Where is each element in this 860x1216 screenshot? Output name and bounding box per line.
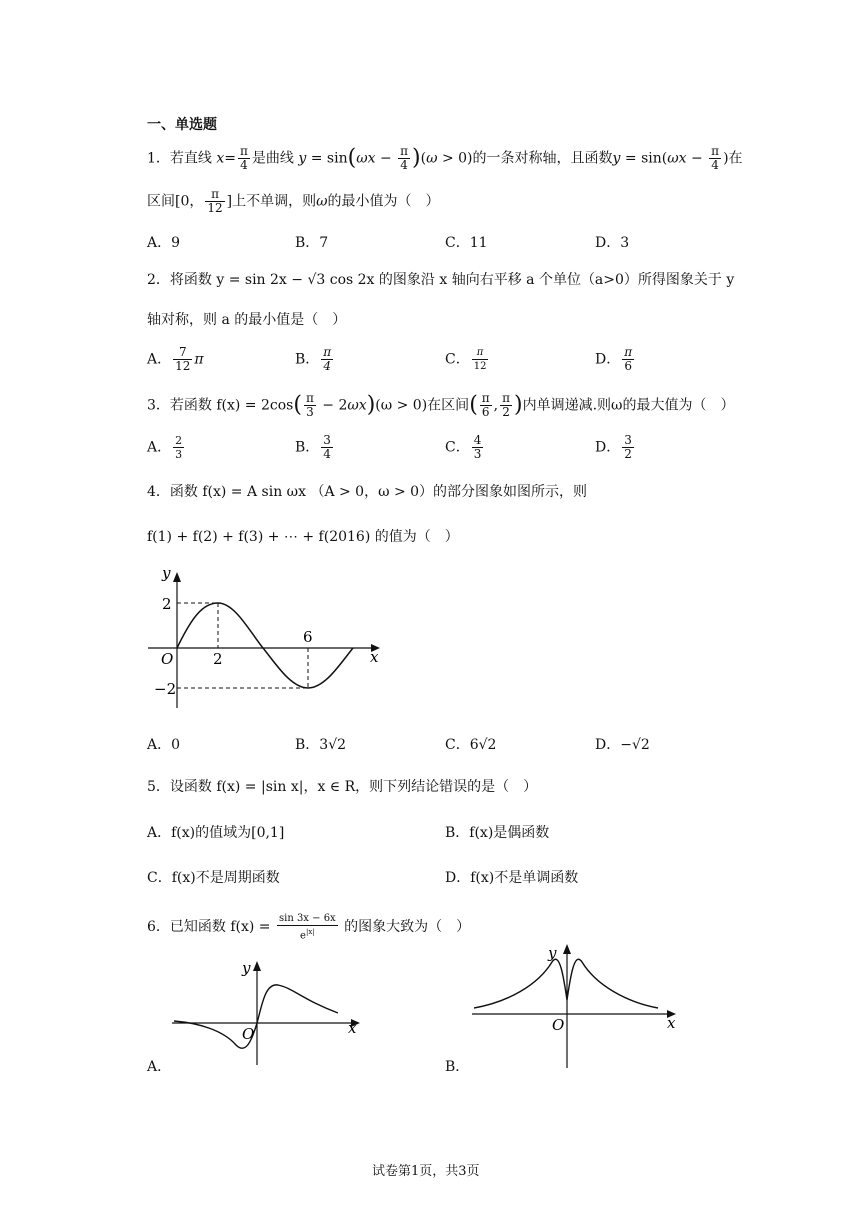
question-5-line: 5．设函数 f(x) = |sin x|，x ∈ R，则下列结论错误的是（ ）	[147, 779, 538, 795]
question-3-line: 3．若函数 f(x) = 2cos( $\frac{\pi}{3}$ − 2ωx)(ω > 0)在区间( $\frac{\pi}{6}$ , $\frac{\pi}{2}$ )内单调递减.则ω的最大值为（ ）	[147, 391, 735, 419]
q6-option-b[interactable]: B．	[445, 1059, 470, 1075]
question-2-line-2: 轴对称，则 a 的最小值是（ ）	[147, 312, 347, 328]
q2-option-c[interactable]: C． $\frac{\pi}{12}$	[445, 347, 487, 372]
q4-origin-label: O	[161, 650, 174, 668]
q1-text-5: ]上不单调，则	[226, 193, 317, 210]
q4-x-peak-label: 2	[213, 650, 223, 668]
graph-a-x-label: x	[348, 1019, 357, 1037]
graph-b-curve	[474, 959, 658, 1008]
section-title: 一、单选题	[147, 117, 217, 133]
q3-option-a[interactable]: A． $\frac{2}{3}$	[147, 434, 183, 461]
q1-option-c[interactable]: C．11	[445, 235, 488, 251]
sine-curve	[177, 603, 353, 688]
q2-option-a[interactable]: A． $\frac{7}{12}$ π	[147, 345, 204, 373]
q3-text-3: 内单调递减.则ω的最大值为（ ）	[522, 397, 735, 414]
page-footer: 试卷第1页，共3页	[372, 1164, 480, 1179]
q4-option-b[interactable]: B．3√2	[295, 737, 347, 753]
question-1-line-2: 区间[0， $\frac{\pi}{12}$ ]上不单调，则ω的最小值为（ ）	[147, 187, 440, 215]
q1-option-d[interactable]: D．3	[595, 235, 630, 251]
q1-text-6: 的最小值为（ ）	[327, 193, 440, 210]
q1-option-a[interactable]: A．9	[147, 235, 181, 251]
q1-option-b[interactable]: B．7	[295, 235, 329, 251]
q2-option-d[interactable]: D． $\frac{\pi}{6}$	[595, 345, 633, 373]
q6-text-2: 的图象大致为（ ）	[344, 919, 471, 936]
q4-option-c[interactable]: C．6√2	[445, 737, 497, 753]
graph-b-origin: O	[552, 1016, 565, 1034]
graph-a-origin: O	[242, 1025, 255, 1043]
q3-text-2: (ω > 0)在区间	[375, 397, 470, 414]
q4-y-min-label: −2	[154, 680, 177, 698]
q4-option-d[interactable]: D．−√2	[595, 737, 650, 753]
q3-option-c[interactable]: C． $\frac{4}{3}$	[445, 433, 482, 461]
question-6-line: 6．已知函数 f(x) = $\frac{\sin 3x - 6x}{e^{|x|}}$ 的图象大致为（ ）	[147, 913, 471, 942]
q6-text-1: 6．已知函数 f(x) =	[147, 919, 271, 936]
graph-b-x-label: x	[667, 1014, 676, 1032]
question-4-line-1: 4．函数 f(x) = A sin ωx （A > 0，ω > 0）的部分图象如图所示，则	[147, 484, 588, 500]
q4-option-a[interactable]: A．0	[147, 737, 181, 753]
graph-b-y-label: y	[548, 944, 557, 962]
q3-text-1: 3．若函数 f(x) = 2cos	[147, 397, 294, 414]
q5-option-b[interactable]: B．f(x)是偶函数	[445, 825, 550, 841]
q1-interval-text: 区间[0，	[147, 193, 204, 210]
q4-y-label: y	[162, 564, 171, 582]
q4-sine-graph	[140, 562, 400, 712]
question-2-line-1: 2．将函数 y = sin 2x − √3 cos 2x 的图象沿 x 轴向右平移 a 个单位（a>0）所得图象关于 y	[147, 272, 735, 288]
q5-option-c[interactable]: C．f(x)不是周期函数	[147, 870, 280, 886]
q6-graph-a	[168, 955, 368, 1065]
q6-graph-b	[468, 940, 688, 1070]
q5-option-a[interactable]: A．f(x)的值域为[0,1]	[147, 825, 285, 841]
q6-numerator: sin 3x − 6x	[279, 913, 336, 924]
q1-text-1: 若直线	[169, 150, 212, 167]
q6-denominator: e	[300, 930, 306, 942]
question-1-line-1: 1．若直线 x= $\frac{\pi}{4}$ 是曲线 y = sin(ωx − $\frac{\pi}{4}$ )(ω > 0)的一条对称轴，且函数y = sin(ωx − $\frac{\pi}{4}$ )在	[147, 144, 743, 172]
q1-text-2: 是曲线	[251, 150, 294, 167]
graph-a-curve	[174, 985, 338, 1048]
q1-number: 1．	[147, 150, 170, 167]
q4-y-max-label: 2	[162, 595, 172, 613]
q3-option-b[interactable]: B． $\frac{3}{4}$	[295, 433, 331, 461]
q5-option-d[interactable]: D．f(x)不是单调函数	[445, 870, 579, 886]
q4-x-trough-label: 6	[303, 628, 313, 646]
graph-a-y-label: y	[242, 959, 251, 977]
q1-text-3: 的一条对称轴，且函数	[472, 150, 613, 167]
q2-option-b[interactable]: B． $\frac{\pi}{4}$	[295, 345, 332, 373]
q4-x-label: x	[370, 648, 379, 666]
q3-option-d[interactable]: D． $\frac{3}{2}$	[595, 433, 632, 461]
q6-option-a[interactable]: A．	[147, 1059, 172, 1075]
question-4-line-2: f(1) + f(2) + f(3) + ⋯ + f(2016) 的值为（ ）	[147, 529, 459, 545]
q1-text-4: 在	[728, 150, 743, 167]
